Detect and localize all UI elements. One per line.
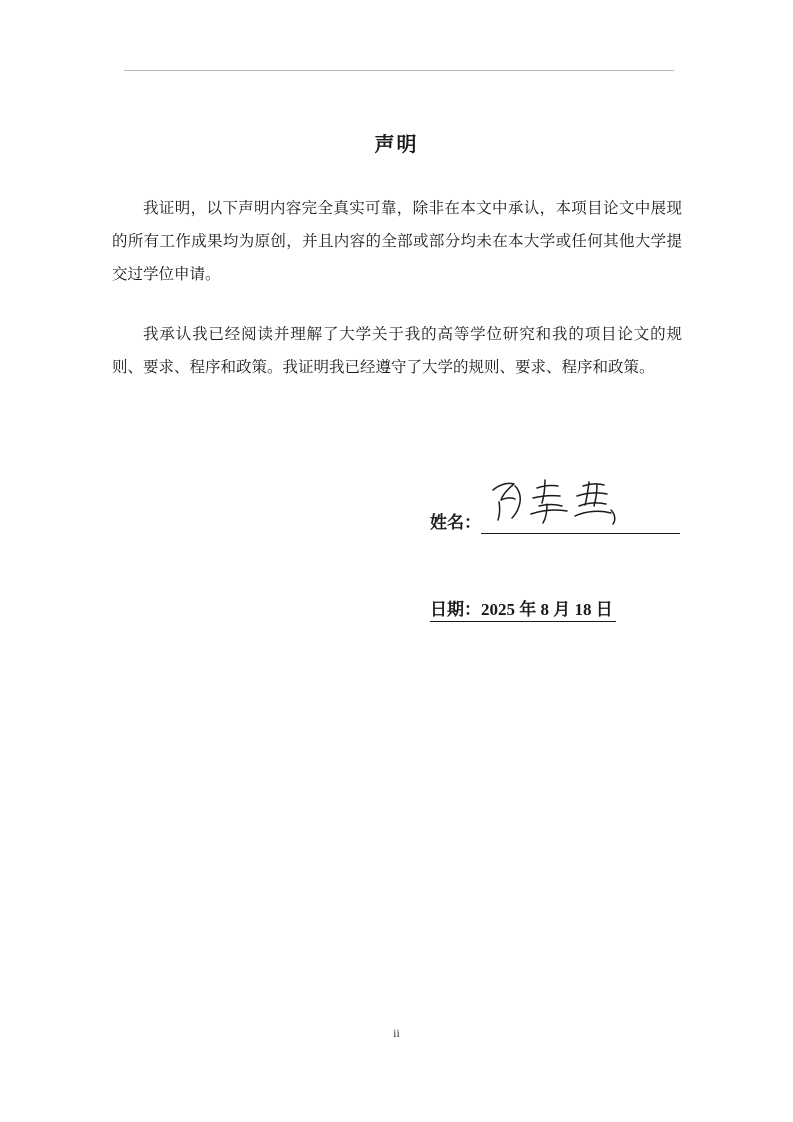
signature-line xyxy=(481,511,680,534)
header-divider xyxy=(124,70,674,71)
paragraph-text: 我承认我已经阅读并理解了大学关于我的高等学位研究和我的项目论文的规则、要求、程序和政策。我证明我已经遵守了大学的规则、要求、程序和政策。 xyxy=(112,326,682,376)
date-text: 日期：2025 年 8 月 18 日 xyxy=(430,595,616,622)
declaration-paragraph-1 xyxy=(112,192,682,291)
paragraph-text: 我证明，以下声明内容完全真实可靠，除非在本文中承认，本项目论文中展现的所有工作成果均为原创，并且内容的全部或部分均未在本大学或任何其他大学提交过学位申请。 xyxy=(112,200,682,283)
signature-row xyxy=(430,508,680,534)
page-title: 声明 xyxy=(374,134,419,156)
declaration-paragraph-2 xyxy=(112,318,682,384)
handwritten-signature-icon xyxy=(485,476,635,532)
date-row xyxy=(430,595,616,622)
page-number: ii xyxy=(393,1026,400,1040)
signature-label: 姓名： xyxy=(430,513,481,532)
